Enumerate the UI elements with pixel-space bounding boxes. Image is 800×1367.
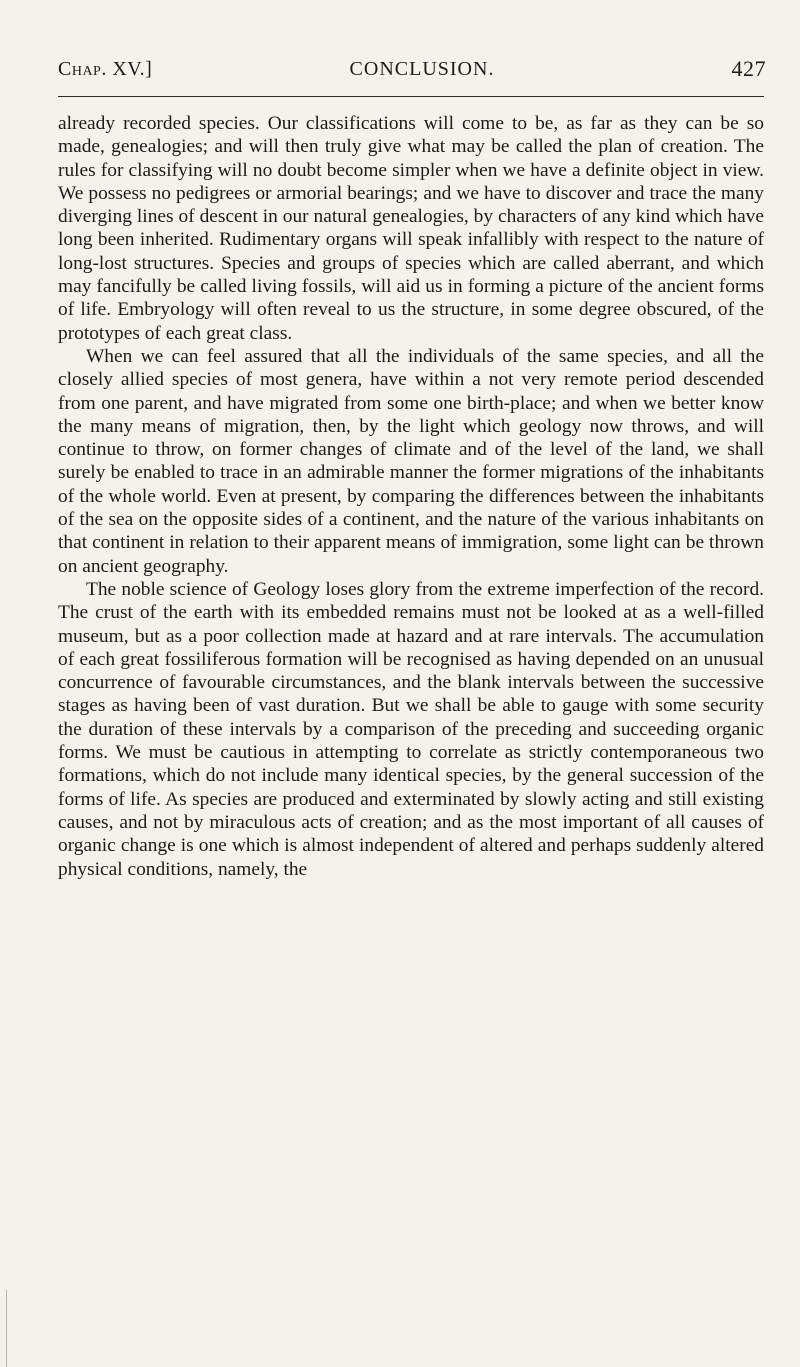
- paragraph-1: already recorded species. Our classifications will come to be, as far as they can be so made, genealogies; and will then truly give what may be called the plan of creation. The rules for classifying will no doubt become simpler when we have a definite object in view. We possess no pedigrees or armorial bearings; and we have to discover and trace the many diverging lines of descent in our natural genealogies, by characters of any kind which have long been inherited. Rudimentary organs will speak infallibly with respect to the nature of long-lost structures. Species and groups of species which are called aberrant, and which may fancifully be called living fossils, will aid us in forming a picture of the ancient forms of life. Embryology will often reveal to us the structure, in some degree obscured, of the prototypes of each great class.: [58, 113, 764, 344]
- chapter-label: Chap. XV.]: [58, 58, 153, 80]
- running-header: [58, 58, 786, 88]
- header-rule: [58, 96, 764, 97]
- paragraph-3: The noble science of Geology loses glory from the extreme imperfection of the record. The crust of the earth with its embedded remains must not be looked at as a well-filled museum, but as a poor collection made at hazard and at rare intervals. The accumulation of each great fossiliferous formation will be recognised as having depended on an unusual concurrence of favourable circumstances, and the blank intervals between the successive stages as having been of vast duration. But we shall be able to gauge with some security the duration of these intervals by a comparison of the preceding and succeeding organic forms. We must be cautious in attempting to correlate as strictly contemporaneous two formations, which do not include many identical species, by the general succession of the forms of life. As species are produced and exterminated by slowly acting and still existing causes, and not by miraculous acts of creation; and as the most important of all causes of organic change is one which is almost independent of altered and perhaps suddenly altered physical conditions, namely, the: [58, 578, 764, 880]
- page-number: 427: [731, 56, 766, 81]
- body-text: [58, 112, 764, 881]
- page-edge-line: [6, 1290, 7, 1367]
- book-page: [58, 0, 786, 1367]
- paragraph-2: When we can feel assured that all the individuals of the same species, and all the closely allied species of most genera, have within a not very remote period descended from one parent, and have migrated from some one birth-place; and when we better know the many means of migration, then, by the light which geology now throws, and will continue to throw, on former changes of climate and of the level of the land, we shall surely be enabled to trace in an admirable manner the former migrations of the inhabitants of the whole world. Even at present, by comparing the differences between the inhabitants of the sea on the opposite sides of a continent, and the nature of the various inhabitants on that continent in relation to their apparent means of immigration, some light can be thrown on ancient geography.: [58, 345, 764, 577]
- page-title: CONCLUSION.: [349, 58, 495, 80]
